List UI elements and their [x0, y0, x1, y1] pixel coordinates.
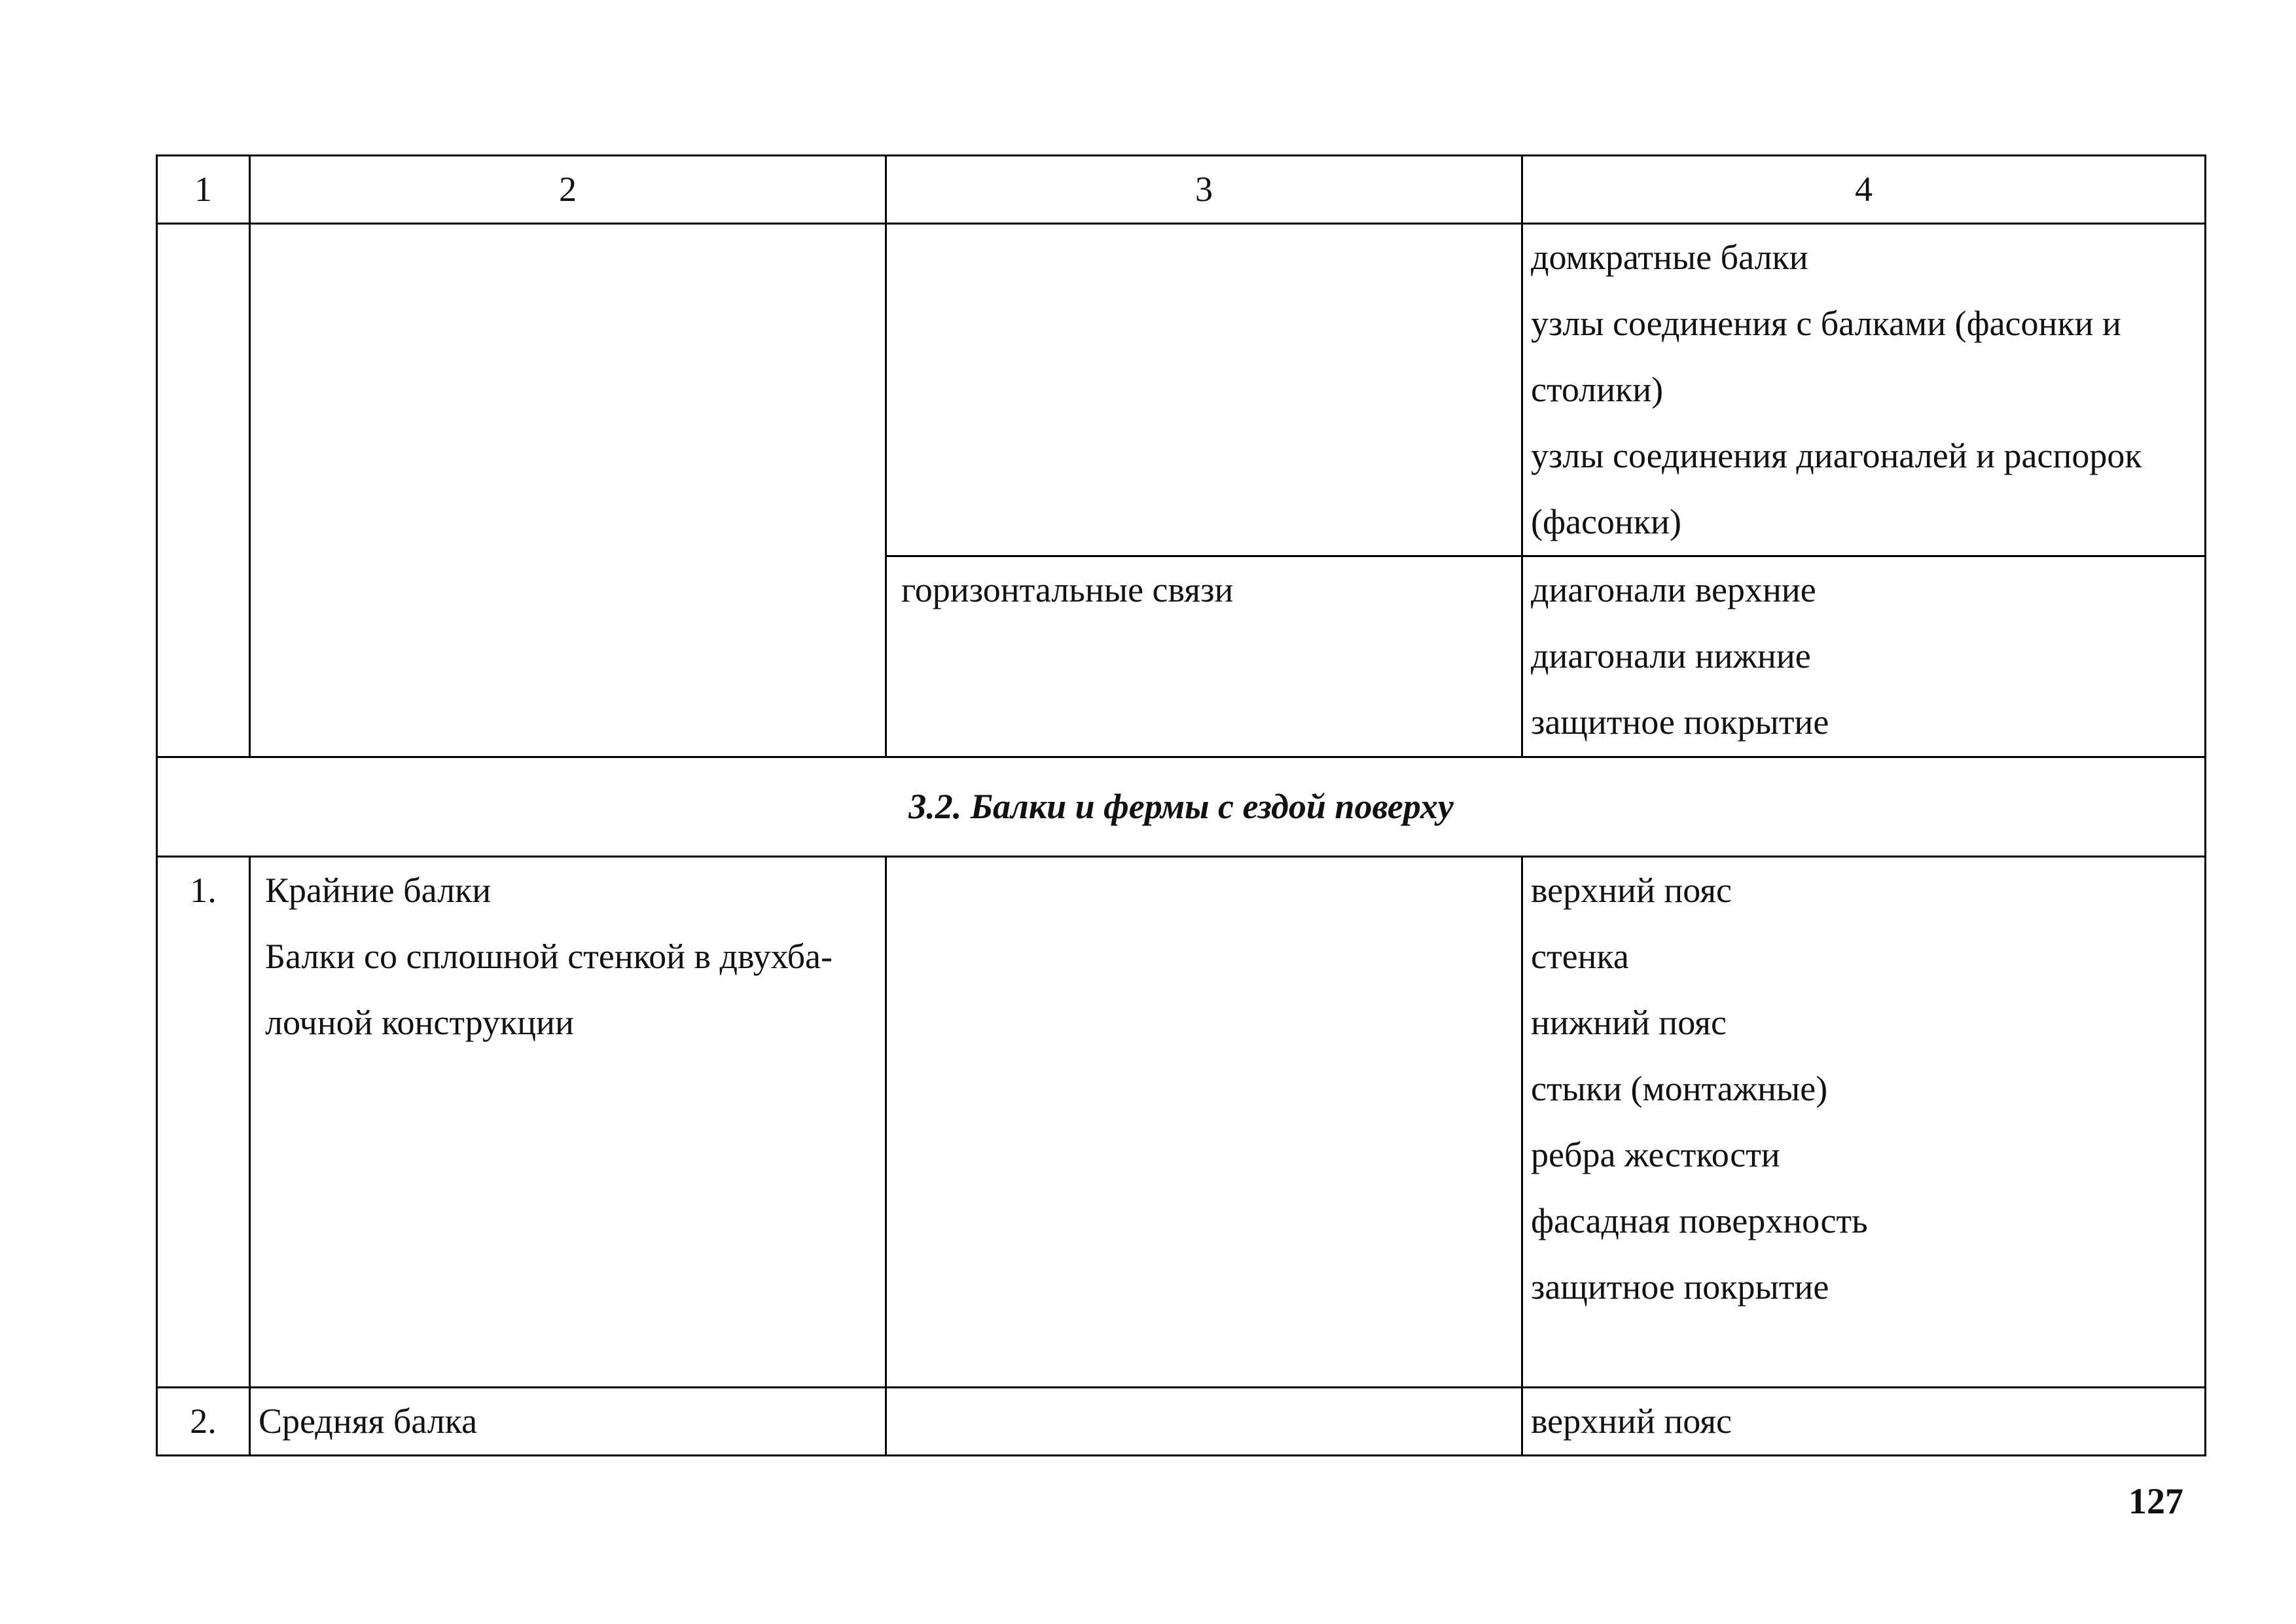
document-table: [156, 154, 2206, 1456]
table-cell: [886, 556, 1522, 757]
table-cell: [1522, 224, 2206, 556]
table-cell: [886, 857, 1522, 1388]
page-number: 127: [2128, 1481, 2183, 1522]
list-item: диагонали нижние: [1531, 636, 1811, 676]
table-cell: [250, 224, 886, 757]
row-number: 2.: [157, 1388, 250, 1456]
header-cell: 2: [250, 156, 886, 224]
list-item: защитное покрытие: [1531, 1267, 1829, 1307]
list-item: столики): [1531, 370, 1664, 409]
section-title: 3.2. Балки и фермы с ездой поверху: [157, 757, 2206, 857]
table-cell: [250, 1388, 886, 1456]
list-item: диагонали верхние: [1531, 570, 1816, 609]
list-item: стенка: [1531, 937, 1629, 976]
list-item: Средняя балка: [259, 1401, 478, 1441]
table-cell: [1522, 1388, 2206, 1456]
table-row: [157, 1388, 2206, 1456]
list-item: лочной конструкции: [265, 1003, 574, 1042]
header-cell: 3: [886, 156, 1522, 224]
table-cell: [886, 224, 1522, 556]
table-cell: [250, 857, 886, 1388]
header-cell: 1: [157, 156, 250, 224]
list-item: (фасонки): [1531, 502, 1681, 541]
list-item: верхний пояс: [1531, 1401, 1732, 1441]
list-item: узлы соединения с балками (фасонки и: [1531, 304, 2121, 343]
list-item: узлы соединения диагоналей и распорок: [1531, 436, 2142, 475]
list-item: Крайние балки: [265, 871, 492, 910]
list-item: домкратные балки: [1531, 238, 1808, 277]
header-cell: 4: [1522, 156, 2206, 224]
table-row: [157, 224, 2206, 556]
table-cell: [1522, 556, 2206, 757]
table-cell: [157, 224, 250, 757]
list-item: горизонтальные связи: [901, 570, 1234, 609]
list-item: защитное покрытие: [1531, 702, 1829, 742]
header-row: [157, 156, 2206, 224]
list-item: Балки со сплошной стенкой в двухба-: [265, 937, 833, 976]
list-item: фасадная поверхность: [1531, 1201, 1868, 1240]
table-cell: [1522, 857, 2206, 1388]
list-item: нижний пояс: [1531, 1003, 1727, 1042]
table-row: [157, 857, 2206, 1388]
list-item: ребра жесткости: [1531, 1135, 1780, 1174]
section-row: [157, 757, 2206, 857]
table-cell: [886, 1388, 1522, 1456]
row-number: 1.: [157, 857, 250, 1388]
list-item: стыки (монтажные): [1531, 1069, 1828, 1108]
list-item: верхний пояс: [1531, 871, 1732, 910]
